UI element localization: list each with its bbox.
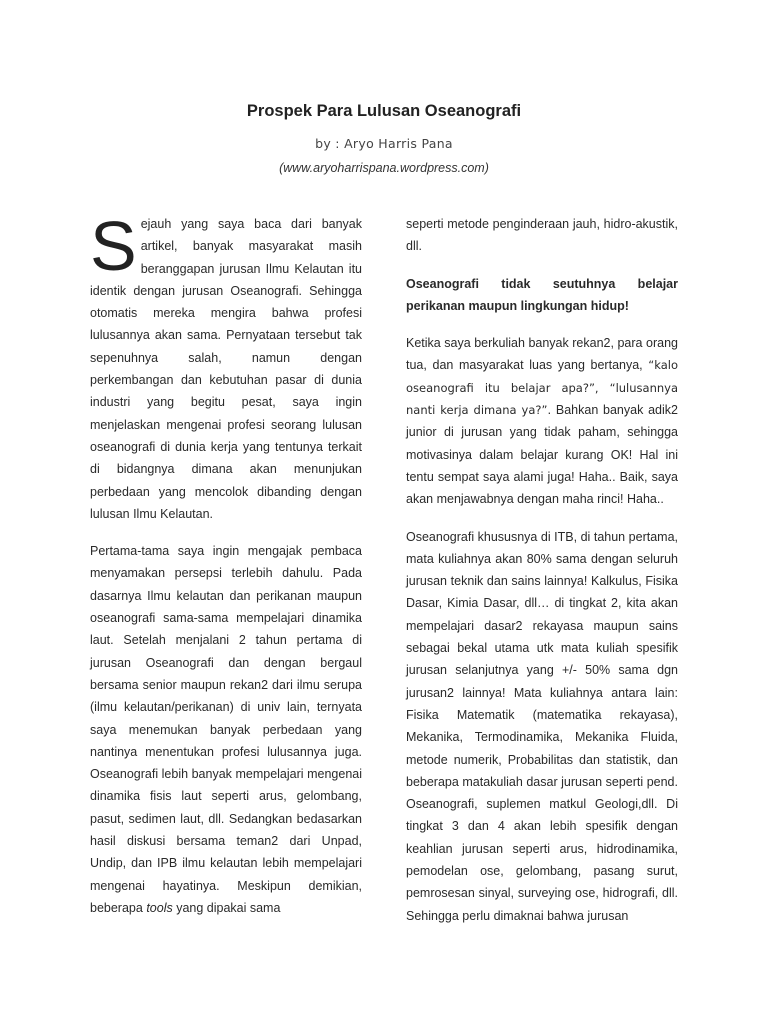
author-byline: by : Aryo Harris Pana [315, 136, 453, 151]
paragraph-perception-text: Pertama-tama saya ingin mengajak pembaca menyamakan persepsi terlebih dahulu. Pada dasarnya Ilmu kelautan dan perikanan maupun oseanografi sama-sama mempelajari dinamika laut. Setelah menjalani 2 tahun pertama di jurusan Oseanografi dan dengan bergaul bersama senior maupun rekan2 dari ilmu serupa (ilmu kelautan/perikanan) di univ lain, ternyata saya menemukan banyak perbedaan yang nantinya menentukan profesi lulusannya juga. Oseanografi lebih banyak mempelajari mengenai dinamika fisis laut seperti arus, gelombang, pasut, sedimen laut, dll. Sedangkan bedasarkan hasil diskusi bersama teman2 dari Unpad, Undip, dan IPB ilmu kelautan lebih mempelajari mengenai hayatinya. Meskipun demikian, beberapa [90, 544, 362, 915]
paragraph-questions-tail: Bahkan banyak adik2 junior di jurusan yang tidak paham, sehingga motivasinya dalam belajar kurang OK! Hal ini tentu sempat saya alami juga! Haha.. Baik, saya akan menjawabnya dengan maha rinci! Haha.. [406, 403, 678, 507]
paragraph-intro-text: ejauh yang saya baca dari banyak artikel, banyak masyarakat masih beranggapan jurusan Ilmu Kelautan itu identik dengan jurusan Oseanografi. Sehingga otomatis mereka mengira bahwa profesi lulusannya akan sama. Pernyataan tersebut tak sepenuhnya salah, namun dengan perkembangan dan kebutuhan pasar di dunia industri yang begitu pesat, saya ingin menjelaskan mengenai profesi seorang lulusan oseanografi di dunia kerja yang tentunya terkait di bidangnya dimana akan menunjukan perbedaan yang mencolok dibanding dengan lulusan Ilmu Kelautan. [90, 217, 362, 521]
paragraph-questions [406, 332, 678, 510]
quoted-questions: “kalo oseanografi itu belajar apa?”, “lulusannya nanti kerja dimana ya?”. [406, 358, 678, 418]
left-column [90, 207, 362, 919]
paragraph-questions-text: Ketika saya berkuliah banyak rekan2, para orang tua, dan masyarakat luas yang bertanya, [406, 336, 678, 373]
article-title: Prospek Para Lulusan Oseanografi [246, 102, 522, 120]
paragraph-continued: seperti metode penginderaan jauh, hidro-akustik, dll. [406, 217, 678, 254]
italic-term: tools [146, 900, 173, 915]
drop-cap: S [90, 207, 137, 285]
paragraph-intro [90, 207, 362, 525]
right-column [406, 213, 678, 927]
author-website: (www.aryoharrispana.wordpress.com) [279, 161, 489, 175]
paragraph-perception-tail: yang dipakai sama [172, 900, 281, 915]
paragraph-curriculum: Oseanografi khususnya di ITB, di tahun pertama, mata kuliahnya akan 80% sama dengan seluruh jurusan teknik dan sains lainnya! Kalkulus, Fisika Dasar, Kimia Dasar, dll… di tingkat 2, kita akan mempelajari dasar2 rekayasa maupun sains sebagai bekal utama utk mata kuliah spesifik jurusan selanjutnya yang +/- 50% sama dgn jurusan2 lainnya! Mata kuliahnya antara lain: Fisika Matematik (matematika rekayasa), Mekanika, Termodinamika, Mekanika Fluida, metode numerik, Probabilitas dan statistik, dan beberapa matakuliah dasar jurusan seperti pend. Oseanografi, suplemen matkul Geologi,dll. Di tingkat 3 dan 4 akan lebih spesifik dengan keahlian jurusan seperti arus, hidrodinamika, pemodelan ose, gelombang, pasang surut, pemrosesan sinyal, surveying ose, hidrografi, dll. Sehingga perlu dimaknai bahwa jurusan [406, 529, 678, 923]
paragraph-perception [90, 540, 362, 919]
section-subheading: Oseanografi tidak seutuhnya belajar perikanan maupun lingkungan hidup! [406, 276, 678, 313]
